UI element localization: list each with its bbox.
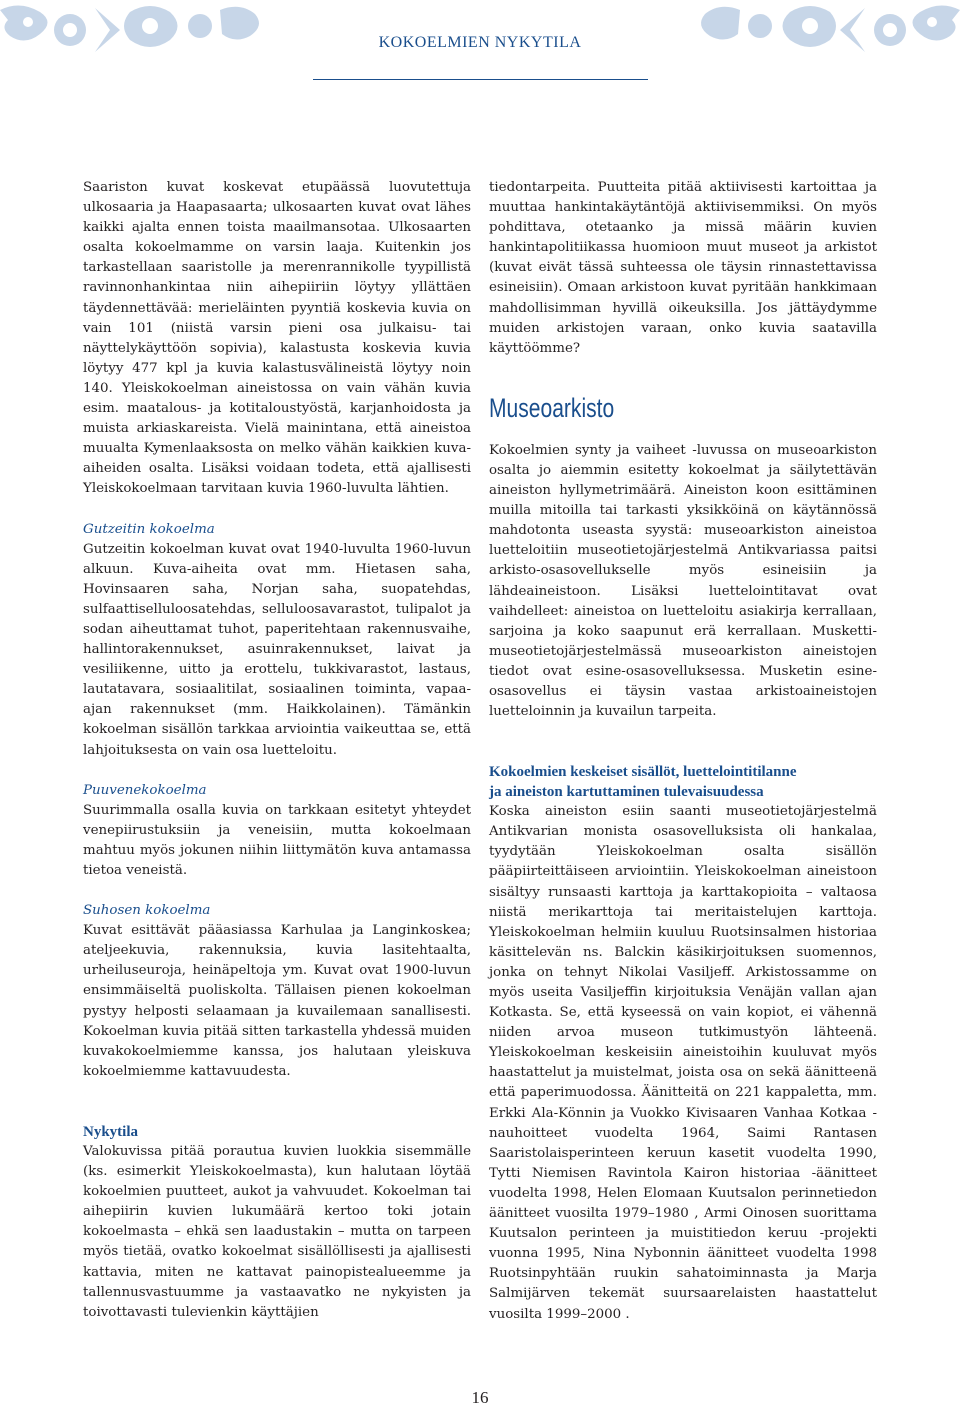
page-number: 16 xyxy=(471,1388,489,1407)
body-paragraph: Gutzeitin kokoelman kuvat ovat 1940-luvulta 1960-luvun alkuun. Kuva-aiheita ovat mm. Hietasen saha, Hovinsaaren saha, Norjan saha, suopatehdas, sulfaattiselluloosatehdas, selluloosavarastot, tulipalot ja sodan aiheuttamat tuhot, paperitehtaan rakennusvaihe, hallintorakennukset, asuinrakennukset, laivat ja vesiliikenne, uitto ja erottelu, tukkivarastot, lastaus, lautatavara, sosiaalitilat, sosiaalinen toiminta, vapaa-ajan rakennukset (mm. Haikkolainen). Tämänkin kokoelman sisällön tarkkaa arviointia vaikeuttaa se, että lahjoituksesta on vain osa luetteloitu. xyxy=(83,541,471,758)
subheading-gutzeit: Gutzeitin kokoelma xyxy=(83,521,215,537)
body-paragraph: Suurimmalla osalla kuvia on tarkkaan esitetyt yhteydet venepiirustuksiin ja veneisiin, mutta kokoelmaan mahtuu myös jokunen niihin liittymätön kuva antamassa tietoa veneistä. xyxy=(83,802,471,878)
left-column xyxy=(83,178,471,1323)
body-paragraph: tiedontarpeita. Puutteita pitää aktiivisesti kartoittaa ja muuttaa hankintakäytäntöjä aktiivisemmiksi. On myös pohdittava, otetaanko ja missä määrin kuvien hankintapolitiikassa huomioon muut museot ja arkistot (kuvat eivät tässä suhteessa ole täysin rinnastettavissa esineisiin). Omaan arkistoon kuvat pyritään hankkimaan mahdollisimman hyvillä oikeuksilla. Jos jättäydymme muiden arkistojen varaan, onko kuvia saatavilla käyttöömme? xyxy=(489,180,877,356)
body-paragraph: Kokoelmien synty ja vaiheet -luvussa on museoarkiston osalta jo aiemmin esitetty kokoelmat ja säilytettävän aineiston hyllymetrimäärä. Aineiston koon esittäminen muilla mitoilla tai tarkasti yksikköinä on käytännössä mahdotonta useasta syystä: museoarkiston aineistoa luetteloitiin museotietojärjestelmä Antikvariassa paitsi arkisto-osasovellukselle myös esineisiin ja lähdeaineistoon. Lisäksi luettelointitavat ovat vaihdelleet: aineistoa on luetteloitu asiakirja kerrallaan, sarjoina ja koko saapunut erä kerrallaan. Musketti-museotietojärjestelmässä museoarkiston aineistojen tiedot ovat esine-osasovelluksessa. Musketin esine-osasovellus ei täysin vastaa arkistoaineistojen luetteloinnin ja kuvailun tarpeita. xyxy=(489,442,877,720)
folk-ornament-left xyxy=(0,0,300,62)
header-rule xyxy=(313,79,648,80)
subheading-suhonen: Suhosen kokoelma xyxy=(83,903,211,919)
body-paragraph: Kuvat esittävät pääasiassa Karhulaa ja Langinkoskea; ateljeekuvia, rakennuksia, kuvia lasitehtaalta, urheiluseuroja, heinäpeltoja ym. Kuvat ovat 1900-luvun ensimmäiseltä puoliskolta. Tällaisen pienen kokoelman pystyy helposti selaamaan ja kuvailemaan sanallisesti. Kokoelman kuvia pitää sitten tarkastella yhdessä muiden kuvakokoelmiemme kanssa, jos halutaan yleiskuva kokoelmiemme kattavuudesta. xyxy=(83,923,471,1079)
folk-ornament-right xyxy=(660,0,960,62)
body-paragraph: Valokuvissa pitää porautua kuvien luokkia sisemmälle (ks. esimerkit Yleiskokoelmasta), kun halutaan löytää kokoelmien puutteet, aukot ja vahvuudet. Kokoelman tai aihepiirin kuvien lukumäärä kertoo toki jotain kokoelmasta – ehkä sen laadustakin – mutta on tarpeen myös tietää, ovatko kokoelmat sisällöllisesti ja ajallisesti kattavia, miten ne kattavat painopistealueemme ja tallennusvastuumme ja vastaavatko ne nykyisten ja toivottavasti tulevienkin käyttäjien xyxy=(83,1143,471,1320)
running-header: KOKOELMIEN NYKYTILA xyxy=(378,34,582,51)
subheading-keskeiset-line1: Kokoelmien keskeiset sisällöt, luettelointitilanne xyxy=(489,764,797,781)
subheading-nykytila: Nykytila xyxy=(83,1123,139,1140)
section-title-museoarkisto: Museoarkisto xyxy=(489,392,615,423)
subheading-puuvene: Puuvenekokoelma xyxy=(83,782,207,798)
subheading-keskeiset-line2: ja aineiston kartuttaminen tulevaisuudessa xyxy=(489,784,764,801)
body-paragraph: Saariston kuvat koskevat etupäässä luovutettuja ulkosaaria ja Haapasaarta; ulkosaarten kuvat ovat lähes kaikki ajalta ennen toista maailmansotaa. Ulkosaarten osalta kokoelmamme on varsin laaja. Kuitenkin jos tarkastellaan saaristolle ja merenrannikolle tyypillistä ravinnonhankintaa niin aihepiiriin löytyy yllättäen täydennettävää: merieläinten pyyntiä koskevia kuvia on vain 101 (niistä varsin pieni osa julkaisu- tai näyttelykäyttöön sopivia), kalastusta koskevia kuvia löytyy 477 kpl ja kuvia kalastusvälineistä löytyy noin 140. Yleiskokoelman aineistossa on vain vähän kuvia esim. maatalous- ja kotitaloustyöstä, karjanhoidosta ja muista arkiaskareista. Vielä mainintana, että aineistoa muualta Kymenlaaksosta on melko vähän kaikkien kuva-aiheiden osalta. Lisäksi voidaan todeta, että ajallisesti Yleiskokoelmaan tarvitaan kuvia 1960-luvulta lähtien. xyxy=(83,180,471,497)
body-paragraph: Koska aineiston esiin saanti museotietojärjestelmä Antikvarian monista osasovelluksista oli hankalaa, tyydytään Yleiskokoelman osalta sisällön pääpiirteittäiseen arviointiin. Yleiskokoelman aineistoon sisältyy runsaasti karttoja ja karttakopioita – valtaosa niistä merikarttoja tai meritaistelujen karttoja. Yleiskokoelman helmiin kuuluu Ruotsinsalmen historiaa käsittelevän ns. Balckin käsikirjoituksen suomennos, jonka on tehnyt Nikolai Vasiljeff. Arkistossamme on myös useita Vasiljeffin kirjoituksia Venäjän vallan ajan Kotkasta. Se, että kyseessä on vain kopiot, ei vähennä niiden arvoa museon tutkimustyön lähteenä. Yleiskokoelman keskeisiin aineistoihin kuuluvat myös haastattelut ja muistelmat, joista osa on sekä äänitteenä että paperimuodossa. Äänitteitä on 221 kappaletta, mm. Erkki Ala-Könnin ja Vuokko Kivisaaren Vanhaa Kotkaa -nauhoitteet vuodelta 1964, Saimi Rantasen Saaristolaisperinteen keruun kasetit vuodelta 1990, Tytti Niemisen Ravintola Kairon historiaa -äänitteet vuodelta 1998, Helen Elomaan Kuutsalon perinnetiedon äänitteet vuosilta 1979–1980 , Armi Oinosen suorittama Kuutsalon perinteen ja muistitiedon keruu -projekti vuonna 1995, Nina Nybonnin äänitteet vuodelta 1998 Ruotsinpyhtään ruukin sahatoiminnasta ja Marja Salmijärven tekemät suursaarelaisten haastattelut vuosilta 1999–2000 . xyxy=(489,804,877,1322)
right-column xyxy=(489,178,877,1325)
